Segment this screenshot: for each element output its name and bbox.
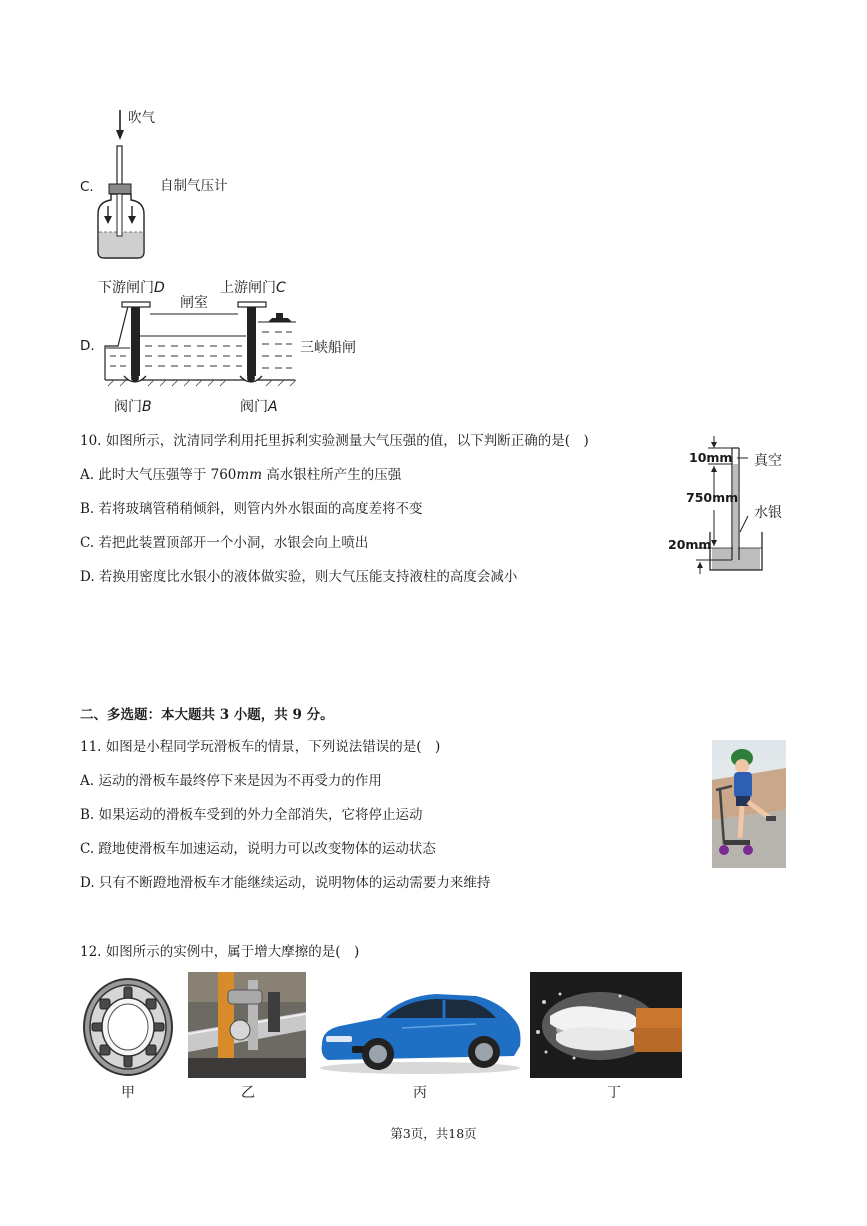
option-c-letter: C. bbox=[80, 179, 94, 195]
gate-c-label bbox=[220, 277, 286, 297]
scooter-photo bbox=[712, 740, 786, 868]
valve-b-text: 阀门 bbox=[114, 399, 142, 415]
valve-b-letter: B bbox=[142, 399, 152, 415]
gloves-powder-image bbox=[530, 972, 682, 1078]
section-2-title: 二、多选题：本大题共 3 小题，共 9 分。 bbox=[80, 707, 334, 723]
fig-750mm-label: 750mm bbox=[686, 490, 739, 505]
q11-stem: 11. 如图是小程同学玩滑板车的情景，下列说法错误的是( ) bbox=[80, 739, 441, 755]
fig-10mm-label: 10mm bbox=[689, 450, 733, 465]
gate-d-label bbox=[98, 277, 165, 297]
valve-a-label bbox=[240, 396, 278, 416]
gate-d-text: 下游闸门 bbox=[98, 280, 154, 296]
valve-b-label bbox=[114, 396, 152, 416]
caption-ding: 丁 bbox=[607, 1085, 621, 1101]
valve-a-text: 阀门 bbox=[240, 399, 268, 415]
page-footer: 第3页，共18页 bbox=[390, 1126, 477, 1141]
blow-label: 吹气 bbox=[128, 110, 155, 126]
homemade-barometer-diagram bbox=[92, 106, 152, 262]
gate-c-text: 上游闸门 bbox=[220, 280, 276, 296]
q11-option-c[interactable]: C. 蹬地使滑板车加速运动，说明力可以改变物体的运动状态 bbox=[80, 841, 436, 857]
q11-option-b[interactable]: B. 如果运动的滑板车受到的外力全部消失，它将停止运动 bbox=[80, 807, 423, 823]
q10-a-unit: mm bbox=[236, 467, 262, 483]
caption-yi: 乙 bbox=[241, 1085, 255, 1101]
fig-mercury-label: 水银 bbox=[754, 505, 782, 521]
valve-a-letter: A bbox=[268, 399, 278, 415]
caption-bing: 丙 bbox=[413, 1085, 427, 1101]
q10-option-d[interactable]: D. 若换用密度比水银小的液体做实验，则大气压能支持液柱的高度会减小 bbox=[80, 569, 518, 585]
gate-d-letter: D bbox=[154, 280, 165, 296]
option-d-letter: D. bbox=[80, 338, 95, 354]
q10-option-a[interactable] bbox=[80, 466, 401, 484]
fig-vacuum-label: 真空 bbox=[754, 453, 782, 469]
fig-20mm-label: 20mm bbox=[668, 537, 712, 552]
bicycle-brake-image bbox=[188, 972, 306, 1078]
blue-car-image bbox=[316, 982, 524, 1076]
q10-a-post: 高水银柱所产生的压强 bbox=[262, 467, 402, 483]
ship-lock-diagram bbox=[100, 296, 300, 398]
chamber-label: 闸室 bbox=[180, 295, 208, 311]
caption-jia: 甲 bbox=[121, 1085, 135, 1101]
bearing-image bbox=[80, 975, 176, 1077]
q11-option-d[interactable]: D. 只有不断蹬地滑板车才能继续运动，说明物体的运动需要力来维持 bbox=[80, 875, 491, 891]
gate-c-letter: C bbox=[276, 280, 286, 296]
q10-option-c[interactable]: C. 若把此装置顶部开一个小洞，水银会向上喷出 bbox=[80, 535, 369, 551]
q10-option-b[interactable]: B. 若将玻璃管稍稍倾斜，则管内外水银面的高度差将不变 bbox=[80, 501, 423, 517]
ship-lock-label: 三峡船闸 bbox=[300, 340, 356, 356]
q10-stem: 10. 如图所示，沈清同学利用托里拆利实验测量大气压强的值，以下判断正确的是( ) bbox=[80, 433, 589, 449]
q12-stem: 12. 如图所示的实例中，属于增大摩擦的是( ) bbox=[80, 944, 360, 960]
barometer-label: 自制气压计 bbox=[160, 178, 228, 194]
q11-option-a[interactable]: A. 运动的滑板车最终停下来是因为不再受力的作用 bbox=[80, 773, 382, 789]
q10-a-pre: A. 此时大气压强等于 760 bbox=[80, 467, 237, 483]
